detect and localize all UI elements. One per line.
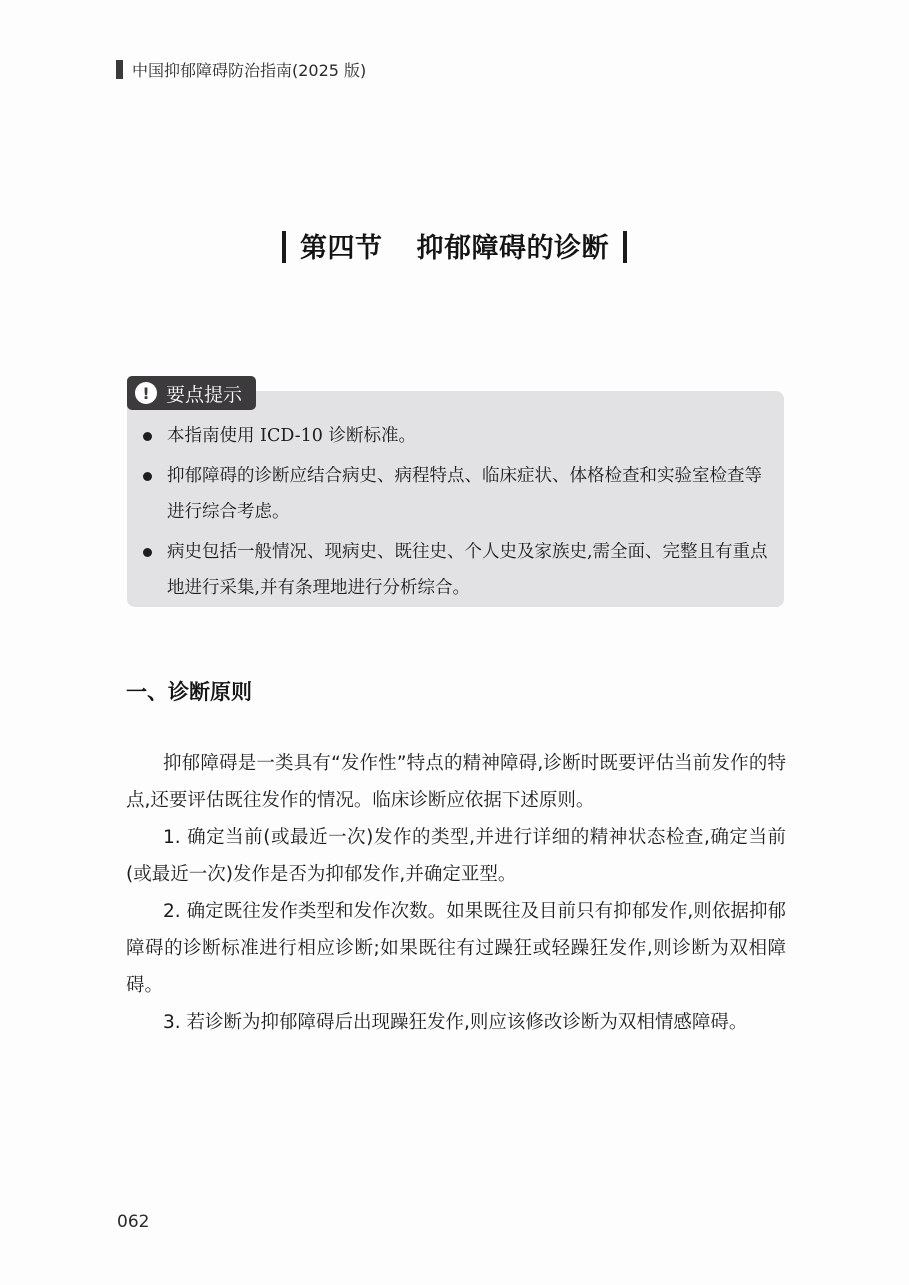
header-bar-marker	[116, 60, 123, 79]
bullet-icon	[143, 432, 152, 441]
title-left-bar	[282, 231, 286, 263]
paragraph: 1. 确定当前(或最近一次)发作的类型,并进行详细的精神状态检查,确定当前(或最近一次)发作是否为抑郁发作,并确定亚型。	[126, 827, 786, 885]
key-point-item	[141, 458, 771, 530]
key-point-item	[141, 418, 771, 454]
section-title	[0, 226, 909, 265]
key-points-label: 要点提示	[166, 383, 243, 406]
running-header	[116, 58, 366, 81]
paragraph: 抑郁障碍是一类具有“发作性”特点的精神障碍,诊断时既要评估当前发作的特点,还要评估既往发作的情况。临床诊断应依据下述原则。	[126, 753, 786, 811]
key-point-text: 病史包括一般情况、现病史、既往史、个人史及家族史,需全面、完整且有重点地进行采集,并有条理地进行分析综合。	[167, 542, 768, 598]
title-right-bar	[623, 231, 627, 263]
bullet-icon	[143, 548, 152, 557]
page-number: 062	[117, 1212, 150, 1232]
key-points-list	[141, 418, 771, 610]
key-point-text: 本指南使用 ICD-10 诊断标准。	[167, 426, 416, 446]
section-number: 第四节	[300, 233, 383, 264]
key-point-text: 抑郁障碍的诊断应结合病史、病程特点、临床症状、体格检查和实验室检查等进行综合考虑。	[167, 466, 762, 522]
key-points-tag	[127, 376, 256, 410]
paragraph: 3. 若诊断为抑郁障碍后出现躁狂发作,则应该修改诊断为双相情感障碍。	[163, 1012, 748, 1033]
body-text	[126, 745, 786, 1041]
bullet-icon	[143, 472, 152, 481]
section-heading: 抑郁障碍的诊断	[416, 233, 609, 264]
key-point-item	[141, 534, 771, 606]
paragraph: 2. 确定既往发作类型和发作次数。如果既往及目前只有抑郁发作,则依据抑郁障碍的诊断标准进行相应诊断;如果既往有过躁狂或轻躁狂发作,则诊断为双相障碍。	[126, 901, 786, 996]
exclamation-icon: !	[135, 382, 157, 404]
running-title: 中国抑郁障碍防治指南(2025 版)	[132, 61, 367, 80]
subsection-heading: 一、诊断原则	[126, 680, 252, 704]
